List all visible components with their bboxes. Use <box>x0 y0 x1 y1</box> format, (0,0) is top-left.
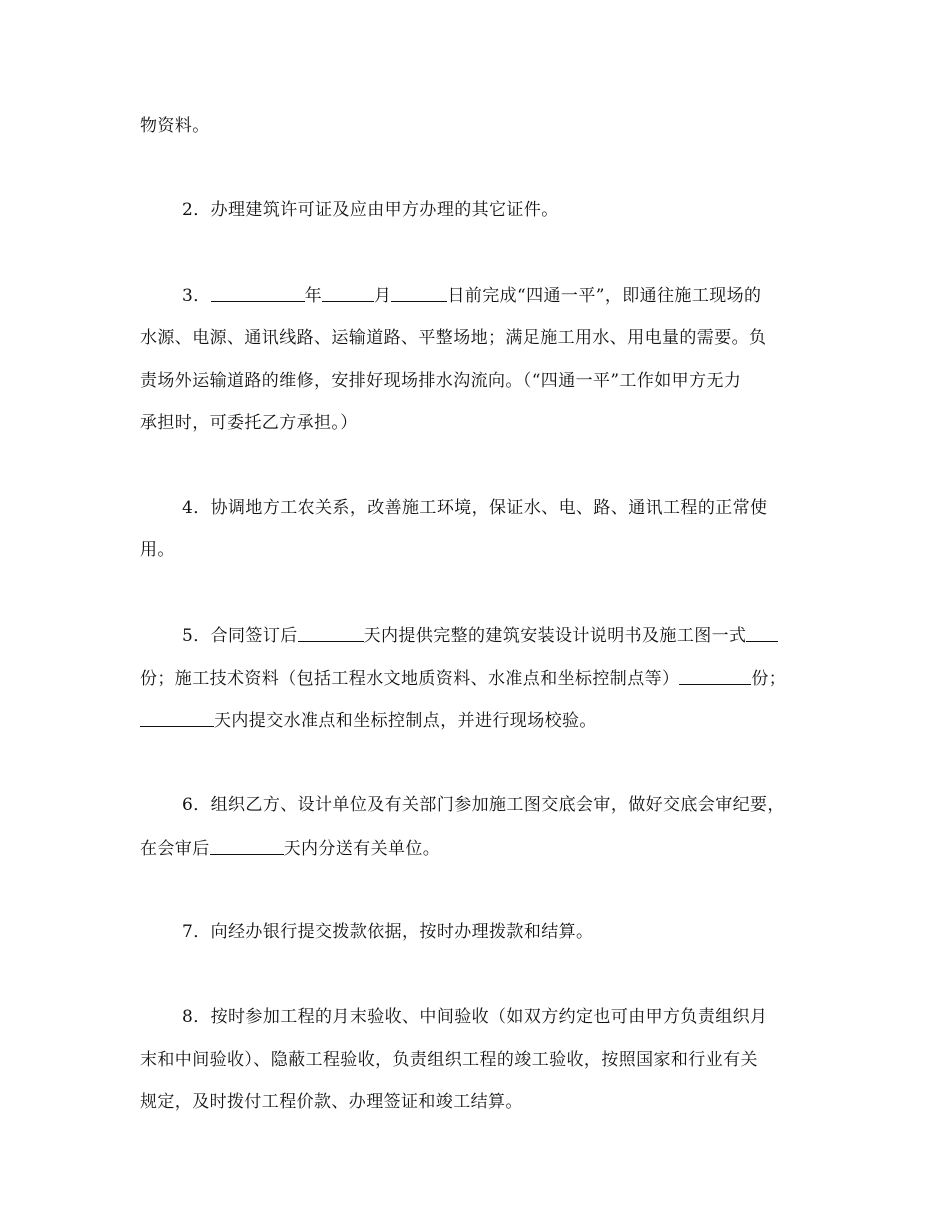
paragraph-5-line-1-post: 天内提供完整的建筑安装设计说明书及施工图一式 <box>363 626 747 646</box>
paragraph-3-line-3: 责场外运输道路的维修，安排好现场排水沟流向。（“四通一平”工作如甲方无力 <box>140 371 742 391</box>
year-label: 年 <box>304 286 323 306</box>
paragraph-5-line-1 <box>182 625 778 646</box>
paragraph-5-line-2-pre: 份；施工技术资料（包括工程水文地质资料、水准点和坐标控制点等） <box>140 669 680 689</box>
blank-days-1 <box>298 625 364 642</box>
month-label: 月 <box>374 286 392 306</box>
paragraph-6-line-2-pre: 在会审后 <box>140 839 210 859</box>
paragraph-4-line-2: 用。 <box>140 540 175 560</box>
blank-copies-2 <box>679 668 751 685</box>
paragraph-3-line-1-rest: 日前完成“四通一平”，即通往施工现场的 <box>447 286 762 306</box>
paragraph-5-line-3-post: 天内提交水准点和坐标控制点，并进行现场校验。 <box>214 711 597 731</box>
blank-year <box>211 285 305 302</box>
paragraph-6-line-1: 6．组织乙方、设计单位及有关部门参加施工图交底会审，做好交底会审纪要， <box>182 795 785 815</box>
paragraph-6-line-2-post: 天内分送有关单位。 <box>283 839 441 859</box>
blank-days-3 <box>210 838 284 855</box>
paragraph-3-line-2: 水源、电源、通讯线路、运输道路、平整场地；满足施工用水、用电量的需要。负 <box>140 328 767 348</box>
paragraph-5-line-2 <box>140 668 786 689</box>
paragraph-3-line-4: 承担时，可委托乙方承担。） <box>140 413 358 433</box>
paragraph-6-line-2 <box>140 838 440 859</box>
paragraph-5-line-3 <box>140 710 597 731</box>
blank-month <box>322 285 374 302</box>
paragraph-7-line-1: 7．向经办银行提交拨款依据，按时办理拨款和结算。 <box>182 922 594 942</box>
paragraph-8-line-1: 8．按时参加工程的月末验收、中间验收（如双方约定也可由甲方负责组织月 <box>182 1007 768 1027</box>
paragraph-1-line-1: 物资料。 <box>140 116 210 136</box>
blank-copies-1 <box>746 625 778 642</box>
paragraph-2-line-1: 2．办理建筑许可证及应由甲方办理的其它证件。 <box>182 200 559 220</box>
paragraph-4-line-1: 4．协调地方工农关系，改善施工环境，保证水、电、路、通讯工程的正常使 <box>182 498 768 518</box>
paragraph-5-line-2-post: 份； <box>751 669 787 689</box>
item-number: 3． <box>182 286 211 306</box>
paragraph-5-line-1-pre: 5．合同签订后 <box>182 626 298 646</box>
blank-day <box>391 285 447 302</box>
blank-days-2 <box>140 710 214 727</box>
paragraph-3-line-1 <box>182 285 761 306</box>
paragraph-8-line-2: 末和中间验收）、隐蔽工程验收，负责组织工程的竣工验收，按照国家和行业有关 <box>140 1050 758 1070</box>
paragraph-8-line-3: 规定，及时拨付工程价款、办理签证和竣工结算。 <box>140 1092 523 1112</box>
